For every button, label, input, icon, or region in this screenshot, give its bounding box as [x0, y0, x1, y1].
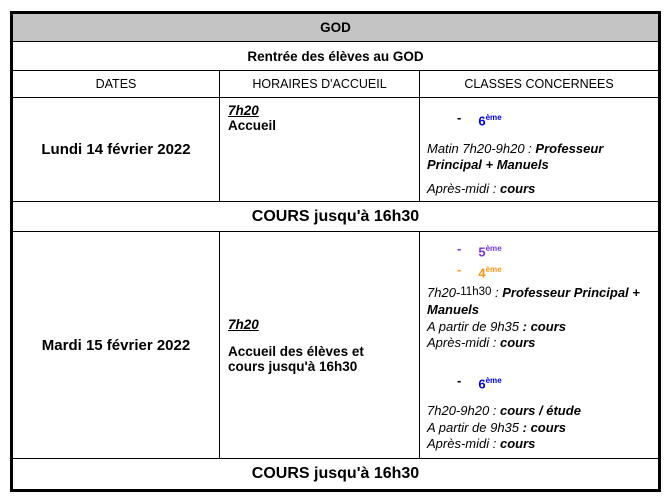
table-subtitle	[13, 42, 658, 71]
monday-classes	[420, 98, 658, 201]
banner-text: COURS jusqu'à 16h30	[251, 207, 420, 225]
bullet-dash: -	[457, 261, 462, 277]
tuesday-g2-line2: A partir de 9h35 : cours	[427, 419, 566, 435]
banner-text: COURS jusqu'à 16h30	[251, 465, 420, 482]
column-header-classes: CLASSES CONCERNEES	[464, 77, 614, 91]
tuesday-class-bullet-5e	[427, 241, 652, 261]
tuesday-g2-line1: 7h20-9h20 : cours / étude	[427, 403, 581, 419]
class-label-4e: 4ème	[478, 264, 502, 281]
column-header-dates: DATES	[13, 71, 220, 97]
table-title-text: GOD	[320, 20, 351, 35]
tuesday-class-bullet-6e	[427, 373, 652, 393]
banner-cours-2	[13, 459, 658, 489]
table-subtitle-text: Rentrée des élèves au GOD	[247, 48, 424, 64]
tuesday-date: Mardi 15 février 2022	[13, 232, 220, 458]
class-label-6e: 6ème	[478, 375, 502, 391]
tuesday-row	[13, 232, 658, 459]
monday-class-bullet-6e	[427, 110, 652, 130]
column-header-horaires: HORAIRES D'ACCUEIL	[220, 71, 420, 97]
monday-afternoon-line: Après-midi : cours	[427, 180, 536, 196]
monday-row	[13, 98, 658, 202]
bullet-dash: -	[457, 372, 462, 388]
monday-time: 7h20	[228, 103, 259, 118]
raised-time: 11h30	[460, 286, 492, 299]
tuesday-horaires	[220, 232, 420, 458]
class-label-5e: 5ème	[478, 244, 502, 260]
tuesday-g1-line2: A partir de 9h35 : cours	[427, 318, 566, 334]
tuesday-class-bullet-4e	[427, 262, 652, 282]
bullet-dash: -	[457, 241, 462, 256]
schedule-table	[10, 11, 661, 492]
table-title	[13, 14, 658, 42]
monday-horaires	[220, 98, 420, 201]
banner-cours-1	[13, 202, 658, 232]
column-header-row	[13, 71, 658, 98]
bullet-dash: -	[457, 110, 462, 125]
monday-date: Lundi 14 février 2022	[13, 98, 220, 201]
monday-welcome: Accueil	[228, 118, 277, 133]
monday-morning-line: Matin 7h20-9h20 : Professeur Principal + Manuels	[427, 140, 604, 173]
tuesday-g2-line3: Après-midi : cours	[427, 436, 536, 452]
tuesday-classes	[420, 232, 658, 458]
tuesday-welcome: Accueil des élèves et cours jusqu'à 16h30	[228, 343, 364, 374]
tuesday-g1-line1: 7h20-11h30 : Professeur Principal + Manuels	[427, 284, 640, 318]
class-label-6e: 6ème	[478, 113, 502, 129]
tuesday-time: 7h20	[228, 316, 259, 332]
tuesday-g1-line3: Après-midi : cours	[427, 335, 536, 351]
